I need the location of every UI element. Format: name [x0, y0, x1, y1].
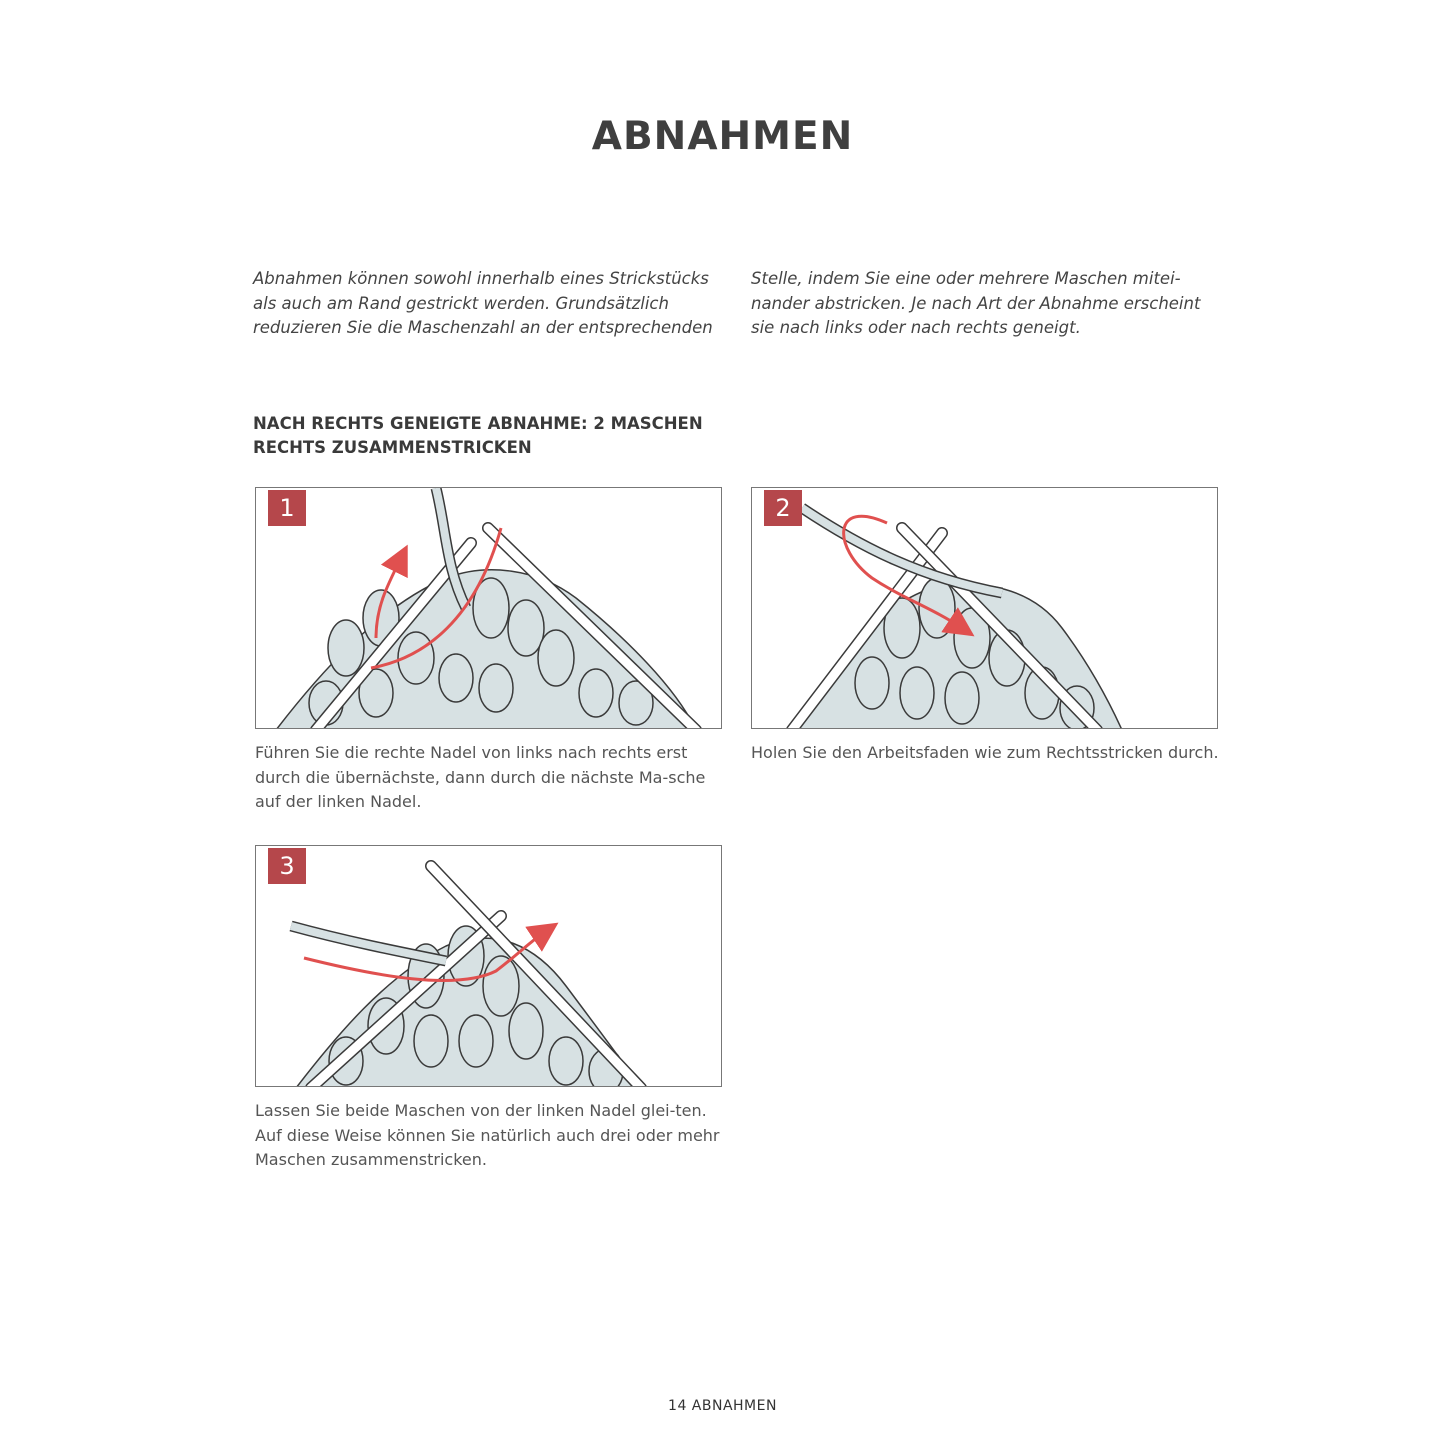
knitting-illustration-step-3 [256, 846, 722, 1087]
step-3-caption: Lassen Sie beide Maschen von der linken Nadel glei-ten. Auf diese Weise können Sie natürlich auch drei oder mehr Maschen zusammenstricken. [255, 1101, 720, 1169]
step-number-badge: 1 [268, 490, 306, 526]
intro-text-right: Stelle, indem Sie eine oder mehrere Maschen mitei-nander abstricken. Je nach Art der Abnahme erscheint sie nach links oder nach rechts geneigt. [751, 269, 1201, 337]
knitting-illustration-step-1 [256, 488, 722, 729]
section-heading: NACH RECHTS GENEIGTE ABNAHME: 2 MASCHEN RECHTS ZUSAMMENSTRICKEN [253, 414, 703, 457]
illustration-step-2 [751, 487, 1218, 729]
intro-text-left: Abnahmen können sowohl innerhalb eines Strickstücks als auch am Rand gestrickt werden. Grundsätzlich reduzieren Sie die Maschenzahl an der entsprechenden [253, 269, 713, 337]
knitting-illustration-step-2 [752, 488, 1218, 729]
page-footer: 14 ABNAHMEN [668, 1398, 777, 1414]
step-2-caption: Holen Sie den Arbeitsfaden wie zum Rechtsstricken durch. [751, 743, 1219, 762]
illustration-step-3 [255, 845, 722, 1087]
step-1-caption: Führen Sie die rechte Nadel von links nach rechts erst durch die übernächste, dann durch die nächste Ma-sche auf der linken Nadel. [255, 743, 706, 811]
illustration-step-1 [255, 487, 722, 729]
step-number-badge: 3 [268, 848, 306, 884]
page-title: ABNAHMEN [591, 114, 854, 159]
step-number-badge: 2 [764, 490, 802, 526]
